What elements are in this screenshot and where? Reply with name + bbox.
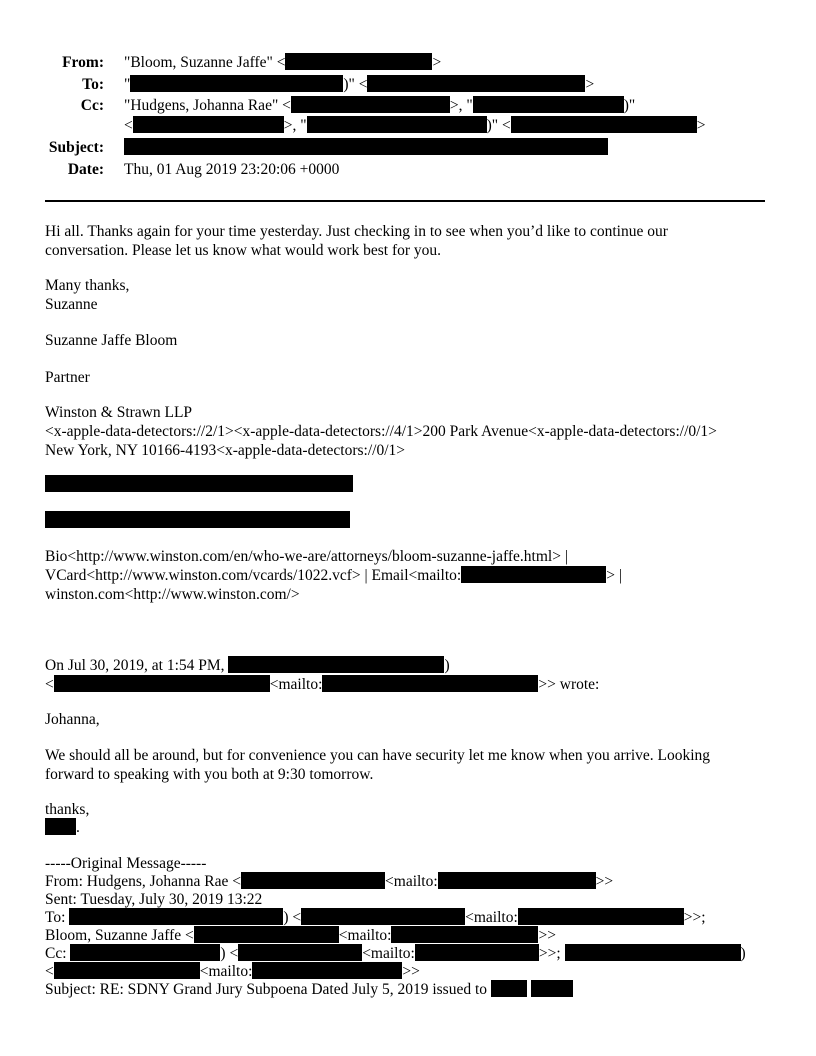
redaction <box>291 96 450 113</box>
mailto-text: <mailto: <box>385 873 438 890</box>
signature-firm: Winston & Strawn LLP <box>45 404 193 421</box>
redaction <box>461 566 606 583</box>
quote-thanks: thanks, <box>45 801 90 818</box>
signature-title: Partner <box>45 369 90 386</box>
signature-address: New York, NY 10166-4193<x-apple-data-detectors://0/1> <box>45 442 405 459</box>
quote-body: We should all be around, but for convenience you can have security let me know when you arrive. Looking <box>45 747 711 764</box>
from-row <box>0 53 800 73</box>
redaction <box>391 926 538 943</box>
body-line: conversation. Please let us know what would work best for you. <box>45 242 442 259</box>
original-to: To: ) < <mailto: >>; <box>45 909 706 926</box>
original-bloom-text: Bloom, Suzanne Jaffe < <box>45 927 194 944</box>
redaction <box>69 908 283 925</box>
redaction <box>438 872 596 889</box>
redaction <box>511 116 697 133</box>
header-divider <box>45 200 765 202</box>
mailto-text: <mailto: <box>338 927 392 944</box>
redaction <box>301 908 465 925</box>
redaction <box>54 962 200 979</box>
quote-date: On Jul 30, 2019, at 1:54 PM, <box>45 657 225 674</box>
mailto-text: <mailto: <box>362 945 415 962</box>
redaction <box>518 908 684 925</box>
cc-row-continued <box>0 116 800 136</box>
closing-line: Many thanks, <box>45 277 130 294</box>
original-to-label: To: <box>45 909 66 926</box>
quote-body: forward to speaking with you both at 9:30 tomorrow. <box>45 766 374 783</box>
cc-value: "Hudgens, Johanna Rae" < >, " )" <box>124 97 636 114</box>
from-name: "Bloom, Suzanne Jaffe" < <box>124 54 286 71</box>
quote-signoff: . <box>45 818 80 838</box>
subject-row <box>0 138 800 158</box>
redaction <box>194 926 339 943</box>
quote-header: On Jul 30, 2019, at 1:54 PM, ) <box>45 657 450 674</box>
closing-name: Suzanne <box>45 296 98 313</box>
cc-row <box>0 96 800 116</box>
redaction <box>45 511 350 528</box>
vcard-email-text: VCard<http://www.winston.com/vcards/1022.vcf> | Email<mailto: <box>45 567 462 584</box>
redaction <box>238 944 362 961</box>
redaction <box>565 944 741 961</box>
original-cc: Cc: ) < <mailto: >>; ) <box>45 945 746 962</box>
mailto-text: <mailto: <box>465 909 518 926</box>
cc-value-continued: < >, " )" < > <box>124 117 706 134</box>
redaction <box>307 116 487 133</box>
subject-value <box>124 138 608 158</box>
signature-name: Suzanne Jaffe Bloom <box>45 332 178 349</box>
redaction <box>491 980 527 997</box>
redaction <box>531 980 573 997</box>
redaction <box>133 116 284 133</box>
from-label: From: <box>62 54 104 71</box>
original-cc-continued: < <mailto: >> <box>45 963 420 980</box>
redaction <box>130 75 343 92</box>
links-end: > | <box>606 567 622 584</box>
date-label: Date: <box>67 161 104 178</box>
date-value: Thu, 01 Aug 2019 23:20:06 +0000 <box>124 161 340 178</box>
original-to-continued: Bloom, Suzanne Jaffe < <mailto: >> <box>45 927 556 944</box>
redaction <box>45 818 76 835</box>
quote-header: < <mailto: >> wrote: <box>45 676 600 693</box>
original-marker: -----Original Message----- <box>45 855 207 872</box>
original-from: From: Hudgens, Johanna Rae < <mailto: >> <box>45 873 614 890</box>
quote-salutation: Johanna, <box>45 711 100 728</box>
cc-label: Cc: <box>80 97 104 114</box>
subject-label: Subject: <box>48 139 104 156</box>
signature-links <box>45 566 622 586</box>
redaction <box>415 944 539 961</box>
original-subject <box>45 980 573 1000</box>
redaction <box>70 944 220 961</box>
redaction <box>367 75 585 92</box>
mailto-text: <mailto: <box>199 963 253 980</box>
original-cc-label: Cc: <box>45 945 67 962</box>
redaction <box>45 475 353 492</box>
original-subject-text: Subject: RE: SDNY Grand Jury Subpoena Dated July 5, 2019 issued to <box>45 981 487 998</box>
redaction <box>285 53 432 70</box>
signature-address: <x-apple-data-detectors://2/1><x-apple-data-detectors://4/1>200 Park Avenue<x-apple-data-detectors://0/1> <box>45 423 717 440</box>
redaction <box>124 138 608 155</box>
body-line: Hi all. Thanks again for your time yesterday. Just checking in to see when you’d like to continue our <box>45 223 668 240</box>
redaction <box>228 656 444 673</box>
to-row <box>0 75 800 95</box>
signature-links: winston.com<http://www.winston.com/> <box>45 586 300 603</box>
to-label: To: <box>82 76 104 93</box>
redaction <box>252 962 402 979</box>
signature-links: Bio<http://www.winston.com/en/who-we-are/attorneys/bloom-suzanne-jaffe.html> | <box>45 548 568 565</box>
redaction <box>473 96 624 113</box>
wrote-text: >> wrote: <box>538 676 600 693</box>
date-row <box>0 160 800 180</box>
original-from-text: From: Hudgens, Johanna Rae < <box>45 873 242 890</box>
redaction <box>54 675 270 692</box>
mailto-text: <mailto: <box>269 676 323 693</box>
from-value: "Bloom, Suzanne Jaffe" < > <box>124 54 442 71</box>
redaction <box>322 675 538 692</box>
cc-name: "Hudgens, Johanna Rae" < <box>124 97 291 114</box>
redaction <box>241 872 385 889</box>
to-value: " )" < > <box>124 76 595 93</box>
original-sent: Sent: Tuesday, July 30, 2019 13:22 <box>45 891 263 908</box>
